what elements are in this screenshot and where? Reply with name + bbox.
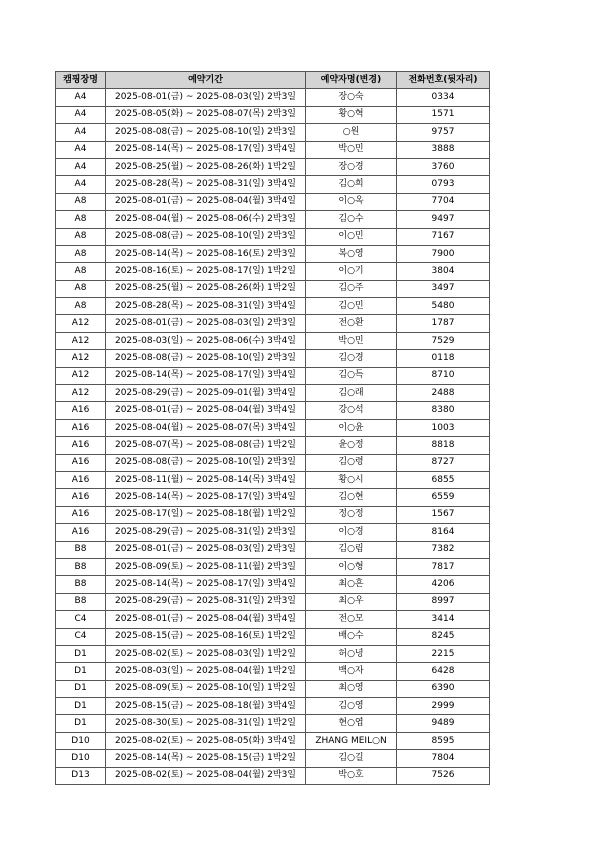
period-cell: 2025-08-07(목) ~ 2025-08-08(금) 1박2일 [106, 437, 306, 454]
period-cell: 2025-08-15(금) ~ 2025-08-18(월) 3박4일 [106, 698, 306, 715]
phone-cell: 6428 [397, 663, 490, 680]
phone-cell: 3888 [397, 141, 490, 158]
phone-cell: 8818 [397, 437, 490, 454]
period-cell: 2025-08-09(토) ~ 2025-08-10(일) 1박2일 [106, 680, 306, 697]
table-row [56, 489, 490, 506]
period-cell: 2025-08-14(목) ~ 2025-08-17(일) 3박4일 [106, 141, 306, 158]
period-cell: 2025-08-05(화) ~ 2025-08-07(목) 2박3일 [106, 106, 306, 123]
phone-cell: 8380 [397, 402, 490, 419]
campsite-cell: A12 [56, 332, 106, 349]
campsite-cell: A4 [56, 124, 106, 141]
name-cell: ZHANG MEIL○N [306, 732, 397, 749]
campsite-cell: B8 [56, 576, 106, 593]
name-cell: 윤○정 [306, 437, 397, 454]
campsite-cell: B8 [56, 593, 106, 610]
name-cell: 김○주 [306, 280, 397, 297]
table-row [56, 471, 490, 488]
name-cell: 장○경 [306, 158, 397, 175]
reservation-table [55, 71, 490, 785]
name-cell: 김○경 [306, 350, 397, 367]
name-cell: 이○형 [306, 558, 397, 575]
name-cell: 김○득 [306, 367, 397, 384]
table-row [56, 663, 490, 680]
name-cell: 이○민 [306, 228, 397, 245]
campsite-cell: A8 [56, 211, 106, 228]
period-cell: 2025-08-14(목) ~ 2025-08-17(일) 3박4일 [106, 489, 306, 506]
table-row [56, 298, 490, 315]
campsite-cell: D13 [56, 767, 106, 784]
campsite-cell: A16 [56, 437, 106, 454]
name-cell: 김○길 [306, 750, 397, 767]
campsite-cell: A4 [56, 158, 106, 175]
phone-cell: 1787 [397, 315, 490, 332]
campsite-cell: A16 [56, 489, 106, 506]
name-cell: 박○호 [306, 767, 397, 784]
table-row [56, 89, 490, 106]
campsite-cell: A12 [56, 315, 106, 332]
phone-cell: 8164 [397, 524, 490, 541]
period-cell: 2025-08-29(금) ~ 2025-08-31(일) 2박3일 [106, 593, 306, 610]
campsite-cell: A8 [56, 298, 106, 315]
table-row [56, 767, 490, 784]
phone-cell: 3414 [397, 611, 490, 628]
period-cell: 2025-08-01(금) ~ 2025-08-03(일) 2박3일 [106, 315, 306, 332]
phone-cell: 7817 [397, 558, 490, 575]
name-cell: 김○희 [306, 176, 397, 193]
table-row [56, 211, 490, 228]
period-cell: 2025-08-25(월) ~ 2025-08-26(화) 1박2일 [106, 280, 306, 297]
name-cell: 김○민 [306, 298, 397, 315]
period-cell: 2025-08-25(월) ~ 2025-08-26(화) 1박2일 [106, 158, 306, 175]
campsite-cell: A4 [56, 176, 106, 193]
campsite-cell: D1 [56, 680, 106, 697]
table-row [56, 524, 490, 541]
period-cell: 2025-08-02(토) ~ 2025-08-03(일) 1박2일 [106, 645, 306, 662]
period-cell: 2025-08-04(월) ~ 2025-08-07(목) 3박4일 [106, 419, 306, 436]
period-cell: 2025-08-08(금) ~ 2025-08-10(일) 2박3일 [106, 350, 306, 367]
name-cell: 이○옥 [306, 193, 397, 210]
period-cell: 2025-08-15(금) ~ 2025-08-16(토) 1박2일 [106, 628, 306, 645]
table-row [56, 611, 490, 628]
table-row [56, 385, 490, 402]
period-cell: 2025-08-02(토) ~ 2025-08-05(화) 3박4일 [106, 732, 306, 749]
campsite-cell: A16 [56, 506, 106, 523]
phone-cell: 2999 [397, 698, 490, 715]
period-cell: 2025-08-28(목) ~ 2025-08-31(일) 3박4일 [106, 176, 306, 193]
period-cell: 2025-08-11(월) ~ 2025-08-14(목) 3박4일 [106, 471, 306, 488]
campsite-cell: A4 [56, 106, 106, 123]
name-cell: 전○환 [306, 315, 397, 332]
table-row [56, 315, 490, 332]
campsite-cell: D10 [56, 732, 106, 749]
period-cell: 2025-08-14(목) ~ 2025-08-15(금) 1박2일 [106, 750, 306, 767]
name-cell: 김○영 [306, 698, 397, 715]
period-cell: 2025-08-28(목) ~ 2025-08-31(일) 3박4일 [106, 298, 306, 315]
period-cell: 2025-08-29(금) ~ 2025-09-01(월) 3박4일 [106, 385, 306, 402]
phone-cell: 7704 [397, 193, 490, 210]
phone-cell: 5480 [397, 298, 490, 315]
phone-cell: 7526 [397, 767, 490, 784]
table-row [56, 158, 490, 175]
name-cell: 김○림 [306, 541, 397, 558]
name-cell: 황○혁 [306, 106, 397, 123]
table-row [56, 176, 490, 193]
phone-cell: 1571 [397, 106, 490, 123]
table-row [56, 141, 490, 158]
campsite-cell: C4 [56, 611, 106, 628]
phone-cell: 9489 [397, 715, 490, 732]
period-cell: 2025-08-01(금) ~ 2025-08-03(일) 2박3일 [106, 89, 306, 106]
table-row [56, 263, 490, 280]
campsite-cell: A12 [56, 385, 106, 402]
phone-cell: 4206 [397, 576, 490, 593]
period-cell: 2025-08-01(금) ~ 2025-08-04(월) 3박4일 [106, 611, 306, 628]
campsite-cell: A8 [56, 245, 106, 262]
phone-cell: 6559 [397, 489, 490, 506]
table-row [56, 454, 490, 471]
campsite-cell: B8 [56, 541, 106, 558]
period-cell: 2025-08-16(토) ~ 2025-08-17(일) 1박2일 [106, 263, 306, 280]
phone-cell: 3804 [397, 263, 490, 280]
campsite-cell: D1 [56, 645, 106, 662]
campsite-cell: A16 [56, 471, 106, 488]
period-cell: 2025-08-03(일) ~ 2025-08-04(월) 1박2일 [106, 663, 306, 680]
phone-cell: 1003 [397, 419, 490, 436]
period-cell: 2025-08-17(일) ~ 2025-08-18(월) 1박2일 [106, 506, 306, 523]
period-cell: 2025-08-09(토) ~ 2025-08-11(월) 2박3일 [106, 558, 306, 575]
name-cell: 강○석 [306, 402, 397, 419]
table-row [56, 732, 490, 749]
table-row [56, 576, 490, 593]
name-cell: 현○엽 [306, 715, 397, 732]
campsite-cell: A12 [56, 367, 106, 384]
campsite-cell: D1 [56, 715, 106, 732]
campsite-cell: A4 [56, 89, 106, 106]
campsite-cell: A16 [56, 454, 106, 471]
table-row [56, 506, 490, 523]
period-cell: 2025-08-01(금) ~ 2025-08-04(월) 3박4일 [106, 193, 306, 210]
phone-cell: 8727 [397, 454, 490, 471]
period-cell: 2025-08-04(월) ~ 2025-08-06(수) 2박3일 [106, 211, 306, 228]
period-cell: 2025-08-30(토) ~ 2025-08-31(일) 1박2일 [106, 715, 306, 732]
period-cell: 2025-08-08(금) ~ 2025-08-10(일) 2박3일 [106, 228, 306, 245]
table-header-row [56, 72, 490, 89]
name-cell: 황○시 [306, 471, 397, 488]
period-cell: 2025-08-14(목) ~ 2025-08-17(일) 3박4일 [106, 367, 306, 384]
campsite-cell: D1 [56, 698, 106, 715]
table-row [56, 558, 490, 575]
name-cell: 최○우 [306, 593, 397, 610]
name-cell: 박○민 [306, 141, 397, 158]
name-cell: 복○영 [306, 245, 397, 262]
period-cell: 2025-08-14(목) ~ 2025-08-17(일) 3박4일 [106, 576, 306, 593]
name-cell: 김○현 [306, 489, 397, 506]
header-reserver-name: 예약자명(변경) [306, 72, 397, 89]
phone-cell: 3760 [397, 158, 490, 175]
name-cell: 최○영 [306, 680, 397, 697]
phone-cell: 7529 [397, 332, 490, 349]
name-cell: 이○경 [306, 524, 397, 541]
period-cell: 2025-08-03(일) ~ 2025-08-06(수) 3박4일 [106, 332, 306, 349]
phone-cell: 6855 [397, 471, 490, 488]
phone-cell: 8710 [397, 367, 490, 384]
table-body [56, 89, 490, 785]
header-reservation-period: 예약기간 [106, 72, 306, 89]
campsite-cell: D1 [56, 663, 106, 680]
phone-cell: 0334 [397, 89, 490, 106]
campsite-cell: D10 [56, 750, 106, 767]
period-cell: 2025-08-02(토) ~ 2025-08-04(월) 2박3일 [106, 767, 306, 784]
phone-cell: 9757 [397, 124, 490, 141]
table-row [56, 124, 490, 141]
table-row [56, 245, 490, 262]
table-row [56, 402, 490, 419]
name-cell: 전○모 [306, 611, 397, 628]
table-row [56, 645, 490, 662]
campsite-cell: A8 [56, 280, 106, 297]
table-row [56, 437, 490, 454]
table-row [56, 106, 490, 123]
phone-cell: 3497 [397, 280, 490, 297]
table-row [56, 750, 490, 767]
table-row [56, 698, 490, 715]
name-cell: 백○자 [306, 663, 397, 680]
period-cell: 2025-08-01(금) ~ 2025-08-04(월) 3박4일 [106, 402, 306, 419]
phone-cell: 7382 [397, 541, 490, 558]
name-cell: ○원 [306, 124, 397, 141]
table-row [56, 193, 490, 210]
campsite-cell: A4 [56, 141, 106, 158]
name-cell: 박○민 [306, 332, 397, 349]
phone-cell: 8997 [397, 593, 490, 610]
phone-cell: 2215 [397, 645, 490, 662]
campsite-cell: A16 [56, 524, 106, 541]
name-cell: 김○수 [306, 211, 397, 228]
name-cell: 이○기 [306, 263, 397, 280]
table-row [56, 593, 490, 610]
table-row [56, 332, 490, 349]
period-cell: 2025-08-29(금) ~ 2025-08-31(일) 2박3일 [106, 524, 306, 541]
table-row [56, 541, 490, 558]
table-row [56, 680, 490, 697]
header-phone-last-digits: 전화번호(뒷자리) [397, 72, 490, 89]
campsite-cell: A8 [56, 193, 106, 210]
header-campsite: 캠핑장명 [56, 72, 106, 89]
phone-cell: 7900 [397, 245, 490, 262]
campsite-cell: A16 [56, 402, 106, 419]
name-cell: 정○정 [306, 506, 397, 523]
table-row [56, 280, 490, 297]
table-row [56, 350, 490, 367]
name-cell: 장○숙 [306, 89, 397, 106]
campsite-cell: A8 [56, 228, 106, 245]
name-cell: 배○수 [306, 628, 397, 645]
table-row [56, 367, 490, 384]
period-cell: 2025-08-14(목) ~ 2025-08-16(토) 2박3일 [106, 245, 306, 262]
phone-cell: 0118 [397, 350, 490, 367]
phone-cell: 6390 [397, 680, 490, 697]
name-cell: 최○흔 [306, 576, 397, 593]
campsite-cell: C4 [56, 628, 106, 645]
period-cell: 2025-08-08(금) ~ 2025-08-10(일) 2박3일 [106, 124, 306, 141]
name-cell: 이○윤 [306, 419, 397, 436]
table-row [56, 715, 490, 732]
period-cell: 2025-08-08(금) ~ 2025-08-10(일) 2박3일 [106, 454, 306, 471]
campsite-cell: A8 [56, 263, 106, 280]
phone-cell: 2488 [397, 385, 490, 402]
phone-cell: 8595 [397, 732, 490, 749]
name-cell: 허○녕 [306, 645, 397, 662]
phone-cell: 8245 [397, 628, 490, 645]
table-row [56, 228, 490, 245]
phone-cell: 1567 [397, 506, 490, 523]
period-cell: 2025-08-01(금) ~ 2025-08-03(일) 2박3일 [106, 541, 306, 558]
table-row [56, 419, 490, 436]
phone-cell: 9497 [397, 211, 490, 228]
phone-cell: 0793 [397, 176, 490, 193]
campsite-cell: A16 [56, 419, 106, 436]
campsite-cell: B8 [56, 558, 106, 575]
campsite-cell: A12 [56, 350, 106, 367]
phone-cell: 7167 [397, 228, 490, 245]
name-cell: 김○래 [306, 385, 397, 402]
phone-cell: 7804 [397, 750, 490, 767]
name-cell: 김○령 [306, 454, 397, 471]
table-row [56, 628, 490, 645]
